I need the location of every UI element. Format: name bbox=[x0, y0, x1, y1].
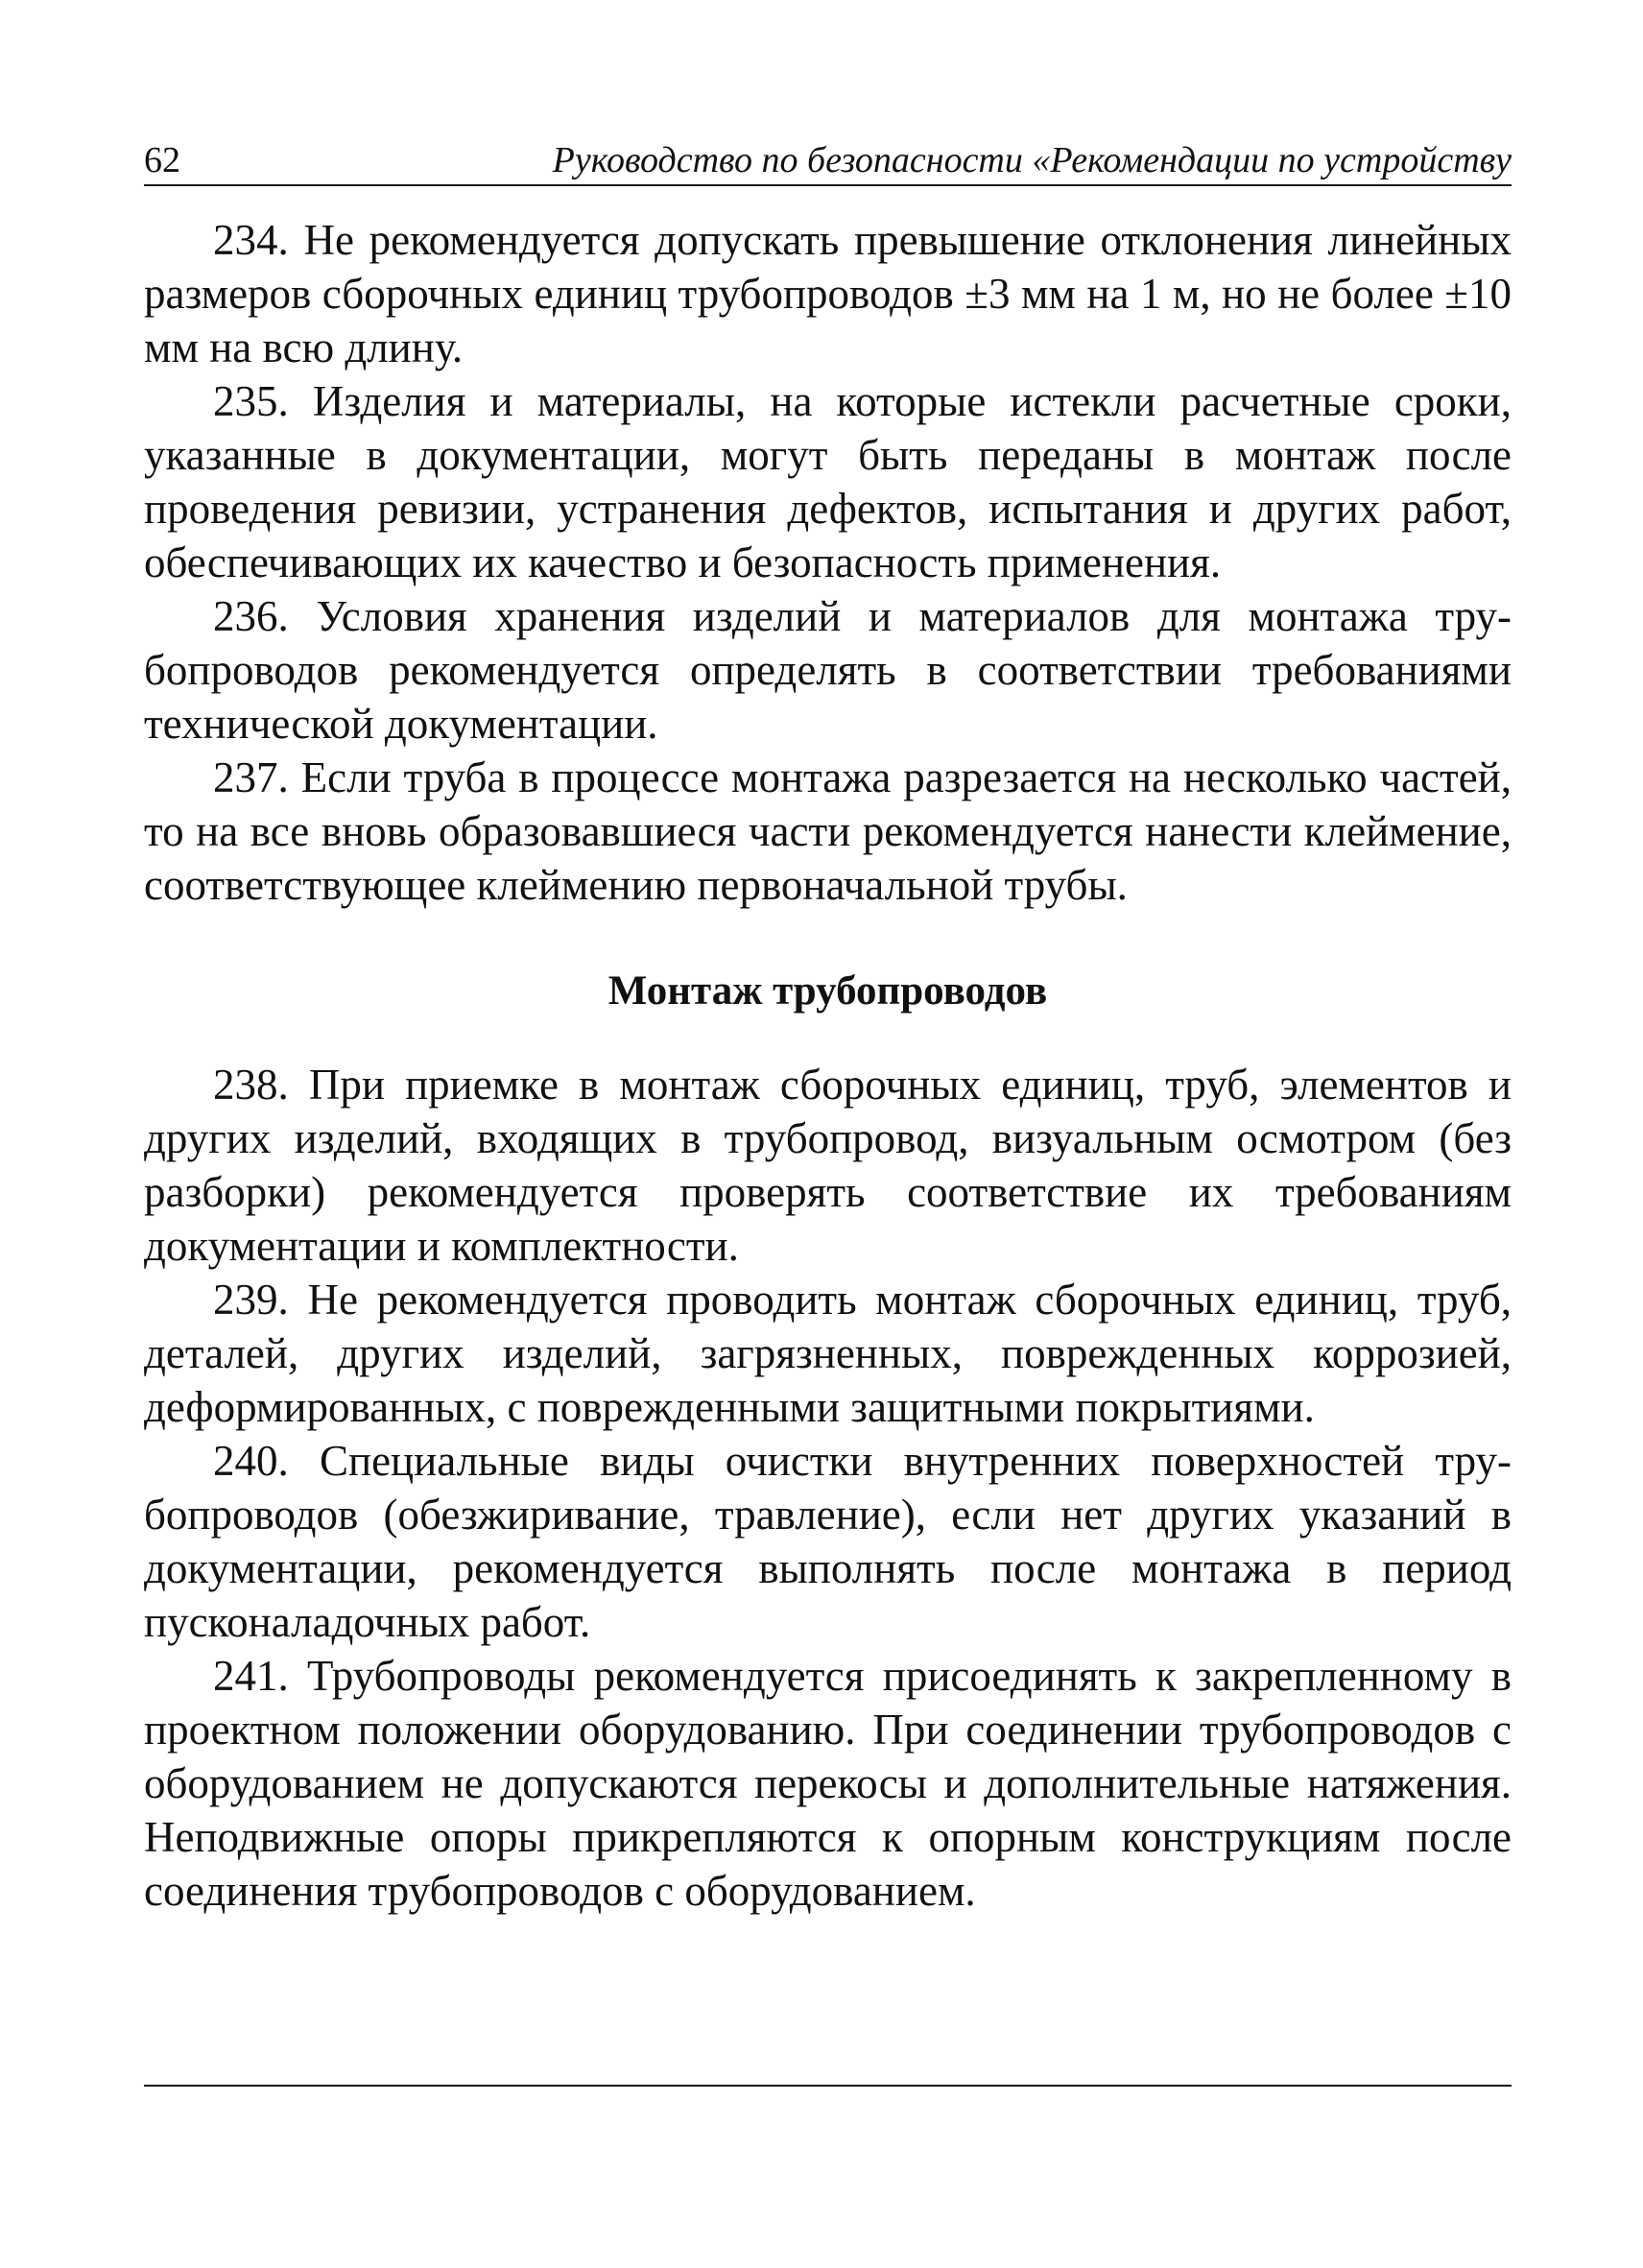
paragraph-239: 239. Не рекомендуется проводить монтаж сборочных единиц, труб, деталей, других изделий, загрязненных, поврежденных коррозией, деформированных, с поврежденными защитными покрытиями. bbox=[144, 1276, 1512, 1431]
paragraph-236: 236. Условия хранения изделий и материалов для монтажа трубопроводов рекомендуется определять в соответствии требованиями технической документации. bbox=[144, 592, 1512, 748]
running-header bbox=[144, 134, 1512, 186]
paragraph-238: 238. При приемке в монтаж сборочных единиц, труб, элементов и других изделий, входящих в трубопровод, визуальным осмотром (без разборки) рекомендуется проверять соответствие их требованиям документации и комплектности. bbox=[144, 1061, 1512, 1270]
bottom-rule bbox=[144, 2085, 1512, 2087]
paragraph-237: 237. Если труба в процессе монтажа разрезается на несколько частей, то на все вновь образовавшиеся части рекомендуется нанести клеймение, соответствующее клеймению первоначальной трубы. bbox=[144, 753, 1512, 909]
paragraph-241: 241. Трубопроводы рекомендуется присоединять к закрепленному в проектном положении оборудованию. При соединении трубопроводов с оборудованием не допускаются перекосы и дополнительные натяжения. Неподвижные опоры прикрепляются к опорным конструкциям после соединения трубопроводов с оборудованием. bbox=[144, 1652, 1512, 1915]
paragraph-240: 240. Специальные виды очистки внутренних поверхностей трубопроводов (обезжиривание, травление), если нет других указаний в документации, рекомендуется выполнять после монтажа в период пусконаладочных работ. bbox=[144, 1437, 1512, 1646]
page-number: 62 bbox=[144, 140, 180, 180]
section-heading: Монтаж трубопроводов bbox=[607, 968, 1048, 1014]
body-text bbox=[144, 213, 1512, 1918]
paragraph-235: 235. Изделия и материалы, на которые истекли расчетные сроки, указанные в документации, могут быть переданы в монтаж после проведения ревизии, устранения дефектов, испытания и других работ, обеспечивающих их качество и безопасность применения. bbox=[144, 377, 1512, 586]
running-title: Руководство по безопасности «Рекомендации по устройству bbox=[552, 140, 1512, 180]
paragraph-234: 234. Не рекомендуется допускать превышение отклонения линейных размеров сборочных единиц трубопроводов ±3 мм на 1 м, но не более ±10 мм на всю длину. bbox=[144, 216, 1512, 371]
